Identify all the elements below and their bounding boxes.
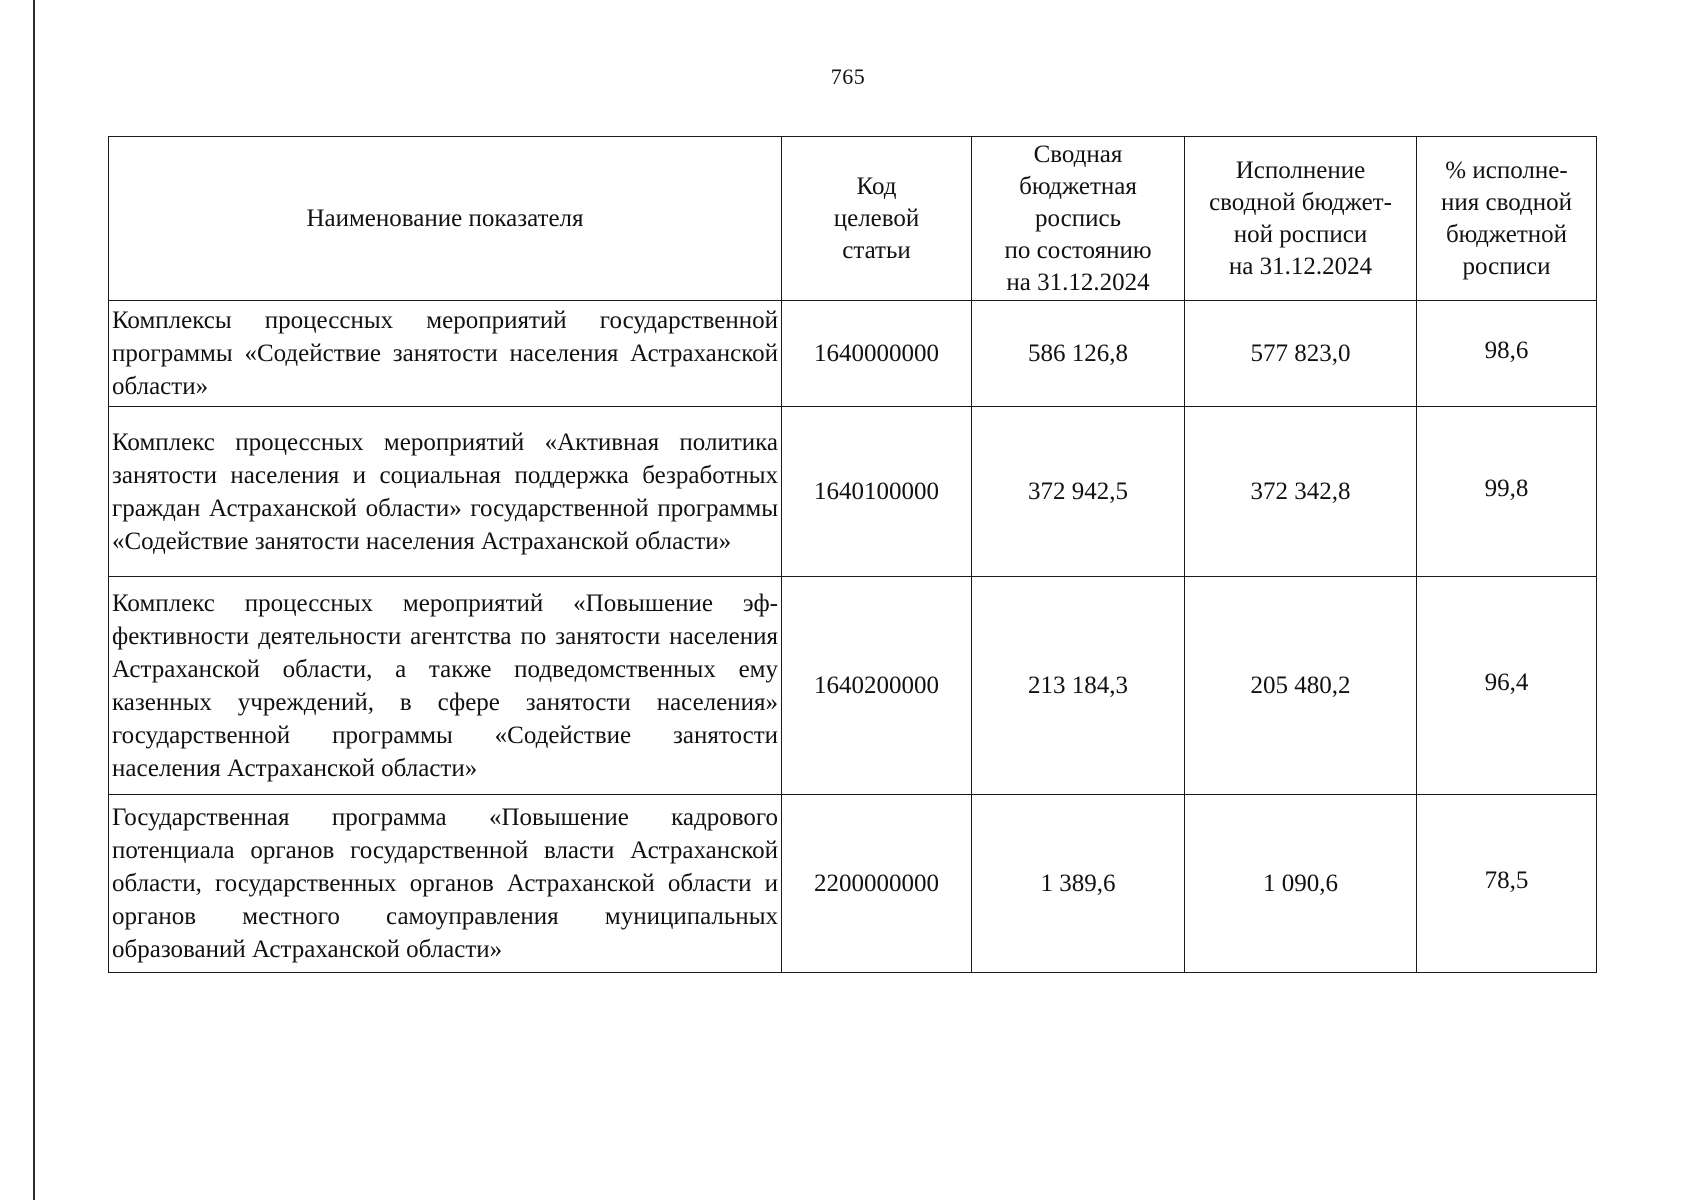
scan-border-line bbox=[33, 0, 35, 1200]
header-line: бюджетная bbox=[1019, 172, 1137, 200]
budget-execution-cell: 205 480,2 bbox=[1185, 577, 1417, 795]
table-row bbox=[109, 577, 1597, 795]
header-line: росписи bbox=[1462, 252, 1551, 280]
indicator-name-cell: Комплекс процессных мероприятий «Повышение эффективности деятельности агентства по занятости населения Астраханской области, а также подведомственных ему казенных учреждений, в сфере занятости населения» государственной программы «Содействие занятости населения Астраханской области» bbox=[109, 577, 782, 795]
header-line: Исполнение bbox=[1235, 156, 1366, 184]
header-line: бюджетной bbox=[1445, 220, 1568, 248]
header-line: ния сводной bbox=[1441, 188, 1572, 216]
indicator-name-cell: Государственная программа «Повышение кадрового потенциала органов государственной власти Астраханской области, государственных органов Астраханской области и органов местного самоуправления муниципальных образований Астраханской области» bbox=[109, 795, 782, 973]
execution-percent-cell: 98,6 bbox=[1417, 301, 1597, 407]
budget-execution-cell: 577 823,0 bbox=[1185, 301, 1417, 407]
header-line: % исполне- bbox=[1445, 156, 1568, 184]
table-row bbox=[109, 301, 1597, 407]
budget-execution-cell: 372 342,8 bbox=[1185, 407, 1417, 577]
header-line: роспись bbox=[1035, 204, 1121, 232]
budget-plan-cell: 586 126,8 bbox=[972, 301, 1185, 407]
indicator-name-cell: Комплексы процессных мероприятий государственной программы «Содействие занятости населения Астраханской области» bbox=[109, 301, 782, 407]
target-code-cell: 1640000000 bbox=[782, 301, 972, 407]
budget-plan-cell: 213 184,3 bbox=[972, 577, 1185, 795]
budget-execution-cell: 1 090,6 bbox=[1185, 795, 1417, 973]
header-budget-plan bbox=[972, 137, 1185, 301]
budget-plan-cell: 1 389,6 bbox=[972, 795, 1185, 973]
table-row bbox=[109, 795, 1597, 973]
execution-percent-cell: 99,8 bbox=[1417, 407, 1597, 577]
header-line: целевой bbox=[833, 204, 920, 232]
target-code-cell: 2200000000 bbox=[782, 795, 972, 973]
header-line: на 31.12.2024 bbox=[1006, 268, 1150, 296]
header-execution-percent bbox=[1417, 137, 1597, 301]
header-line: статьи bbox=[842, 236, 911, 264]
budget-execution-table bbox=[108, 136, 1597, 973]
header-line: сводной бюджет- bbox=[1209, 188, 1392, 216]
header-line: Код bbox=[856, 172, 897, 200]
header-line: Сводная bbox=[1033, 140, 1123, 168]
execution-percent-cell: 78,5 bbox=[1417, 795, 1597, 973]
header-line: по состоянию bbox=[1004, 236, 1152, 264]
target-code-cell: 1640200000 bbox=[782, 577, 972, 795]
header-line: на 31.12.2024 bbox=[1228, 252, 1373, 280]
table-row bbox=[109, 407, 1597, 577]
header-budget-execution bbox=[1185, 137, 1417, 301]
header-target-code bbox=[782, 137, 972, 301]
header-indicator-name: Наименование показателя bbox=[109, 137, 782, 301]
table-header-row bbox=[109, 137, 1597, 301]
execution-percent-cell: 96,4 bbox=[1417, 577, 1597, 795]
budget-plan-cell: 372 942,5 bbox=[972, 407, 1185, 577]
header-line: ной росписи bbox=[1233, 220, 1368, 248]
page-number: 765 bbox=[830, 64, 866, 89]
target-code-cell: 1640100000 bbox=[782, 407, 972, 577]
indicator-name-cell: Комплекс процессных мероприятий «Активная политика занятости населения и социальная поддержка безработных граждан Астраханской области» государственной программы «Содействие занятости населения Астраханской области» bbox=[109, 407, 782, 577]
